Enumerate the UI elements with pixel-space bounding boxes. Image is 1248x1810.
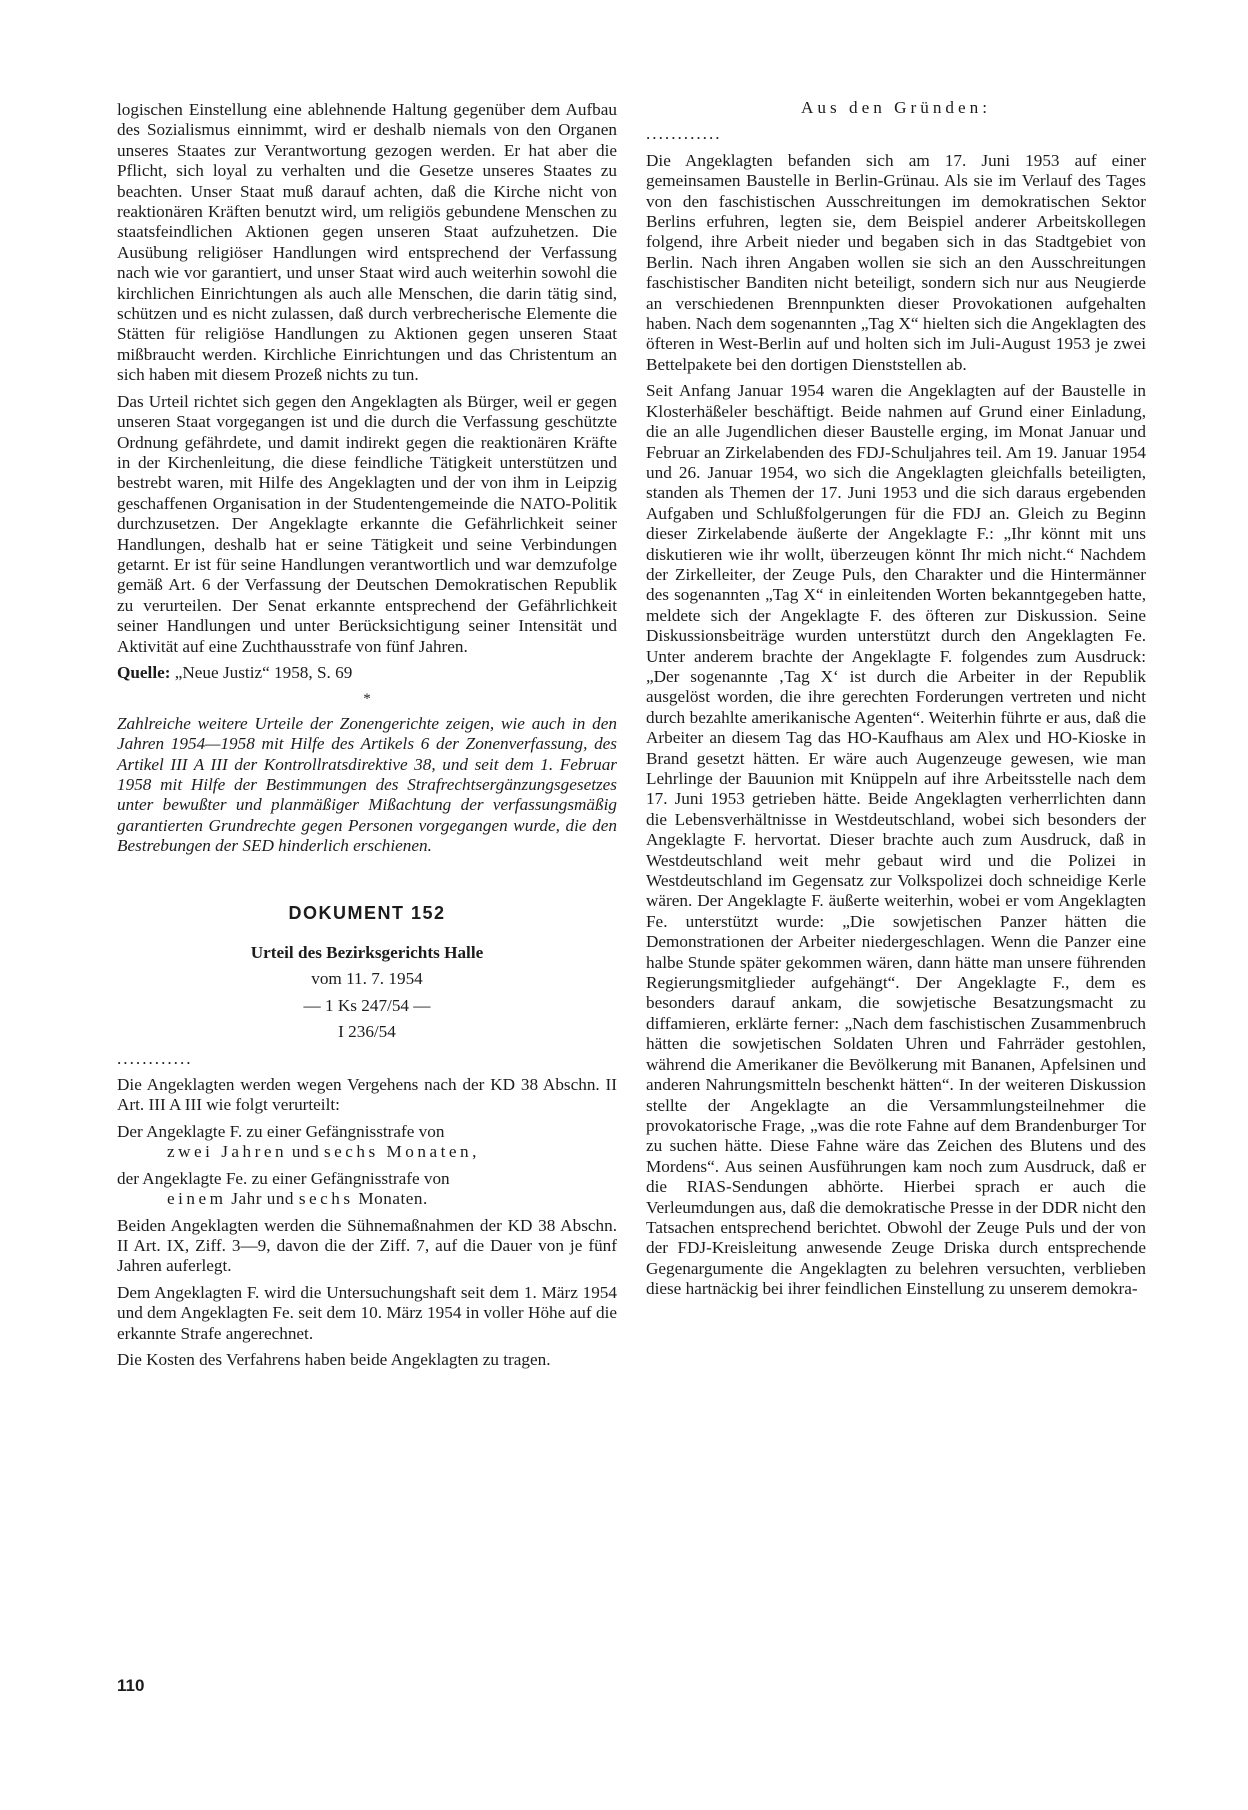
verdict-paragraph: Die Angeklagten werden wegen Vergehens nach der KD 38 Abschn. II Art. III A III wie folgt verurteilt: (117, 1075, 617, 1115)
term-end: Monaten. (353, 1189, 428, 1209)
sentence-defendant-fe (117, 1169, 617, 1210)
sentence-term (117, 1189, 617, 1209)
source-text: „Neue Justiz“ 1958, S. 69 (174, 662, 353, 682)
right-column (646, 98, 1146, 1306)
source-label: Quelle: (117, 662, 171, 682)
sentence-term (117, 1142, 617, 1162)
term-and: Jahr und (226, 1189, 299, 1209)
sentence-text: Der Angeklagte F. zu einer Gefängnisstrafe von (117, 1121, 445, 1141)
sentence-text: der Angeklagte Fe. zu einer Gefängnisstrafe von (117, 1168, 450, 1188)
term-and: und (287, 1142, 324, 1162)
document-heading: DOKUMENT 152 (288, 902, 446, 923)
ellipsis-dots: ............ (117, 1048, 193, 1068)
verdict-paragraph: Beiden Angeklagten werden die Sühnemaßnahmen der KD 38 Abschn. II Art. IX, Ziff. 3—9, davon die der Ziff. 7, auf die Dauer von je fünf Jahren auferlegt. (117, 1215, 617, 1276)
verdict-paragraph: Dem Angeklagten F. wird die Untersuchungshaft seit dem 1. März 1954 und dem Angeklagten Fe. seit dem 10. März 1954 in voller Höhe auf die erkannte Strafe angerechnet. (117, 1282, 617, 1343)
page-number: 110 (117, 1676, 145, 1695)
section-heading: Aus den Gründen: (800, 98, 992, 117)
body-paragraph: Das Urteil richtet sich gegen den Angeklagten als Bürger, weil er gegen unseren Staat vorgegangen ist und die durch die Verfassung geschützte Ordnung gefährdete, und damit indirekt gegen die reaktionären Kräfte in der Kirchenleitung, die diese feindliche Tätigkeit unterstützen und bestrebt waren, mit Hilfe des Angeklagten und der von ihm in Leipzig geschaffenen Organisation in der Studentengemeinde die NATO-Politik durchzusetzen. Der Angeklagte erkannte die Gefährlichkeit seiner Handlungen, deshalb hat er seine Tätigkeit und seine Verbindungen getarnt. Er ist für seine Handlungen verantwortlich und war demzufolge gemäß Art. 6 der Verfassung der Deutschen Demokratischen Republik zu verurteilen. Der Senat erkannte entsprechend der Gefährlichkeit seiner Handlungen und unter Berücksichtigung seiner Intensität und Aktivität auf eine Zuchthausstrafe von fünf Jahren. (117, 391, 617, 656)
editorial-note: Zahlreiche weitere Urteile der Zonengerichte zeigen, wie auch in den Jahren 1954—1958 mit Hilfe des Artikels 6 der Zonenverfassung, des Artikel III A III der Kontrollratsdirektive 38, und seit dem 1. Februar 1958 mit Hilfe der Bestimmungen des Strafrechtsergänzungsgesetzes unter bewußter und planmäßiger Mißachtung der verfassungsmäßig garantierten Grundrechte gegen Personen vorgegangen wurde, die den Bestrebungen der SED hinderlich erschienen. (117, 713, 617, 856)
ellipsis-dots: ............ (646, 124, 722, 144)
term-years: einem (167, 1189, 227, 1209)
body-paragraph: logischen Einstellung eine ablehnende Haltung gegenüber dem Aufbau des Sozialismus einnimmt, wird er deshalb niemals von den Organen unseres Staates zur Verantwortung gezogen werden. Er hat aber die Pflicht, sich loyal zu verhalten und die Gesetze unseres Staates zu beachten. Unser Staat muß darauf achten, daß die Kirche nicht von reaktionären Kräften benutzt wird, um religiös gebundene Menschen zu staatsfeindlichen Aktionen gegen unseren Staat aufzuhetzen. Die Ausübung religiöser Handlungen wird entsprechend der Verfassung nach wie vor garantiert, und unser Staat wird auch weiterhin sowohl die kirchlichen Einrichtungen als auch alle Menschen, die darin tätig sind, schützen und es nicht zulassen, daß durch verbrecherische Elemente die Stätten für religiöse Handlungen zu Aktionen gegen unseren Staat mißbraucht werden. Kirchliche Einrichtungen und das Christentum an sich haben mit diesem Prozeß nichts zu tun. (117, 100, 617, 385)
document-title: Urteil des Bezirksgerichts Halle (250, 943, 484, 963)
document-case-number: — 1 Ks 247/54 — (303, 995, 431, 1015)
source-line (117, 663, 617, 683)
body-paragraph: Die Angeklagten befanden sich am 17. Juni 1953 auf einer gemeinsamen Baustelle in Berlin-Grünau. Als sie im Verlauf des Tages von den faschistischen Ausschreitungen im demokratischen Sektor Berlins erfuhren, legten sie, dem Beispiel anderer Arbeitskollegen folgend, ihre Arbeit nieder und begaben sich in das Stadtgebiet von Berlin. Nach ihren Angaben wollen sie sich an den Ausschreitungen faschistischer Banditen nicht beteiligt, sondern sich nur aus Neugierde an verschiedenen Brennpunkten dieser Provokationen aufgehalten haben. Nach dem sogenannten „Tag X“ hielten sich die Angeklagten des öfteren in West-Berlin auf und holten sich im Juli-August 1953 je zwei Bettelpakete bei den dortigen Dienststellen ab. (646, 150, 1146, 374)
term-months: sechs Monaten, (323, 1142, 480, 1162)
term-months: sechs (298, 1189, 354, 1209)
sentence-defendant-f (117, 1122, 617, 1163)
left-column (117, 100, 617, 1376)
document-date: vom 11. 7. 1954 (311, 969, 423, 989)
document-reference: I 236/54 (338, 1022, 396, 1042)
section-separator: * (363, 691, 371, 708)
body-paragraph: Seit Anfang Januar 1954 waren die Angeklagten auf der Baustelle in Klosterhäßeler beschäftigt. Beide nahmen auf Grund einer Einladung, die an alle Jugendlichen dieser Baustelle erging, im Monat Januar und Februar an Zirkelabenden des FDJ-Schuljahres teil. Am 19. Januar 1954 und 26. Januar 1954, wo sich die Angeklagten gleichfalls beteiligten, standen als Themen der 17. Juni 1953 und die sich daraus ergebenden Aufgaben und Schlußfolgerungen für die FDJ an. Gleich zu Beginn dieser Zirkelabende äußerte der Angeklagte F.: „Ihr könnt mit uns diskutieren wie ihr wollt, überzeugen könnt Ihr mich nicht.“ Nachdem der Zirkelleiter, der Zeuge Puls, den Charakter und die Hintermänner des sogenannten „Tag X“ in einleitenden Worten bekanntgegeben hatte, meldete sich der Angeklagte F. des öfteren zur Diskussion. Seine Diskussionsbeiträge wurden unterstützt durch den Angeklagten Fe. Unter anderem brachte der Angeklagte F. folgendes zum Ausdruck: „Der sogenannte ‚Tag X‘ ist durch die Arbeiter in der Republik ausgelöst worden, die ihre gerechten Forderungen vertreten und nicht durch bezahlte amerikanische Agenten“. Weiterhin führte er aus, daß die Arbeiter an diesem Tag das HO-Kaufhaus am Alex und HO-Kioske in Brand gesetzt hätten. Er wäre auch Augenzeuge gewesen, wie man Lehrlinge der Bauunion mit Knüppeln auf ihre Arbeitsstelle nach dem 17. Juni 1953 getrieben hätte. Beide Angeklagten verherrlichten dann die Lebensverhältnisse in Westdeutschland, wobei sich besonders der Angeklagte F. hervortat. Dieser brachte auch zum Ausdruck, daß in Westdeutschland weit mehr gebaut wird und die Polizei in Westdeutschland im Gegensatz zur Volkspolizei doch schneidige Kerle wären. Der Angeklagte F. äußerte weiterhin, wobei er vom Angeklagten Fe. unterstützt wurde: „Die sowjetischen Panzer hätten die Demonstrationen der Arbeiter niedergeschlagen. Wenn die Panzer eine halbe Stunde später gekommen wären, dann hätte man unsere führenden Regierungsmitglieder aufgehängt“. Der Angeklagte F., dem es besonders darauf ankam, die sowjetische Besatzungsmacht zu diffamieren, erklärte ferner: „Nach dem faschistischen Zusammenbruch hätten die sowjetischen Soldaten Uhren und Fahrräder gestohlen, während die Amerikaner die Bevölkerung mit Bananen, Apfelsinen und anderen Nahrungsmitteln beschenkt hätten“. In der weiteren Diskussion stellte der Angeklagte an die Versammlungsteilnehmer die provokatorische Frage, „was die rote Fahne auf dem Brandenburger Tor zu suchen hätte. Diese Fahne wäre das Zeichen des Blutens und des Mordens“. Aus seinen Ausführungen kam noch zum Ausdruck, daß er die RIAS-Sendungen abhörte. Hierbei sprach er auch die Verleumdungen aus, daß die demokratische Presse in der DDR nicht den Tatsachen entsprechend berichtet. Obwohl der Zeuge Puls und der von der FDJ-Kreisleitung anwesende Zeuge Driska durch entsprechende Gegenargumente die Angeklagten zu belehren versuchten, verblieben diese hartnäckig bei ihrer feindlichen Einstellung zu unserem demokra- (646, 381, 1146, 1299)
verdict-paragraph: Die Kosten des Verfahrens haben beide Angeklagten zu tragen. (117, 1349, 551, 1369)
term-years: zwei Jahren (167, 1142, 288, 1162)
